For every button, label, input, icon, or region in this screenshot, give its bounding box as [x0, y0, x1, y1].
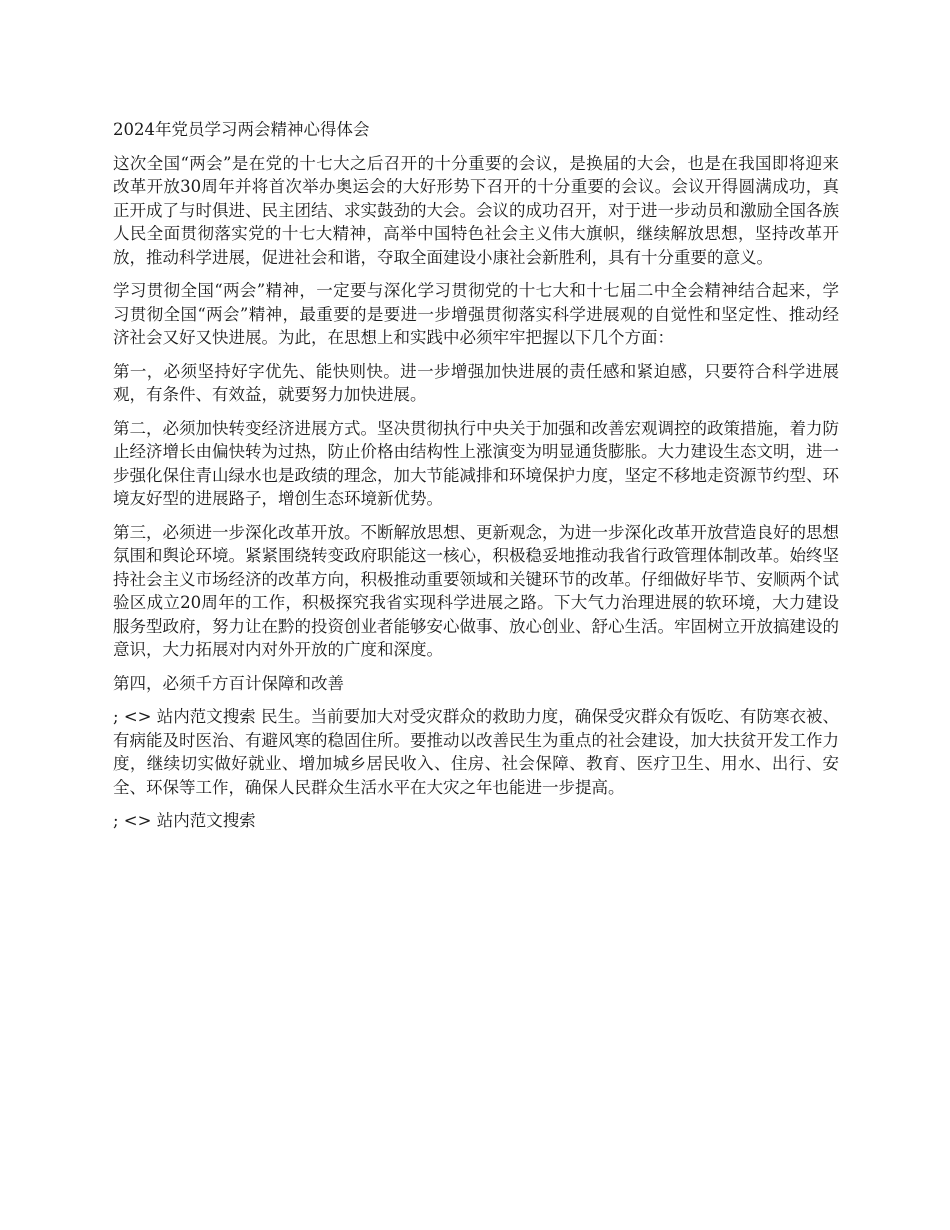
paragraph-first: 第一，必须坚持好字优先、能快则快。进一步增强加快进展的责任感和紧迫感，只要符合科学进展观，有条件、有效益，就要努力加快进展。 — [113, 361, 839, 404]
paragraph-second: 第二，必须加快转变经济进展方式。坚决贯彻执行中央关于加强和改善宏观调控的政策措施，着力防止经济增长由偏快转为过热，防止价格由结构性上涨演变为明显通货膨胀。大力建设生态文明，进一步强化保住青山绿水也是政绩的理念，加大节能减排和环境保护力度，坚定不移地走资源节约型、环境友好型的进展路子，增创生态环境新优势。 — [113, 418, 839, 508]
document-page — [113, 118, 839, 843]
document-title: 2024年党员学习两会精神心得体会 — [113, 120, 370, 139]
paragraph-third: 第三，必须进一步深化改革开放。不断解放思想、更新观念，为进一步深化改革开放营造良好的思想氛围和舆论环境。紧紧围绕转变政府职能这一核心，积极稳妥地推动我省行政管理体制改革。始终坚持社会主义市场经济的改革方向，积极推动重要领域和关键环节的改革。仔细做好毕节、安顺两个试验区成立20周年的工作，积极探究我省实现科学进展之路。下大气力治理进展的软环境，大力建设服务型政府，努力让在黔的投资创业者能够安心做事、放心创业、舒心生活。牢固树立开放搞建设的意识，大力拓展对内对外开放的广度和深度。 — [113, 522, 839, 659]
paragraph-fourth: 第四，必须千方百计保障和改善 — [113, 673, 344, 693]
paragraph-study: 学习贯彻全国“两会”精神，一定要与深化学习贯彻党的十七大和十七届二中全会精神结合起来，学习贯彻全国“两会”精神，最重要的是要进一步增强贯彻落实科学进展观的自觉性和坚定性、推动经济社会又好又快进展。为此，在思想上和实践中必须牢牢把握以下几个方面： — [113, 281, 839, 347]
paragraph-search-footer: ; <> 站内范文搜索 — [113, 811, 256, 830]
paragraph-livelihood: ; <> 站内范文搜索 民生。当前要加大对受灾群众的救助力度，确保受灾群众有饭吃、有防寒衣被、有病能及时医治、有避风寒的稳固住所。要推动以改善民生为重点的社会建设，加大扶贫开发工作力度，继续切实做好就业、增加城乡居民收入、住房、社会保障、教育、医疗卫生、用水、出行、安全、环保等工作，确保人民群众生活水平在大灾之年也能进一步提高。 — [113, 707, 839, 797]
paragraph-intro: 这次全国“两会”是在党的十七大之后召开的十分重要的会议，是换届的大会，也是在我国即将迎来改革开放30周年并将首次举办奥运会的大好形势下召开的十分重要的会议。会议开得圆满成功，真正开成了与时俱进、民主团结、求实鼓劲的大会。会议的成功召开，对于进一步动员和激励全国各族人民全面贯彻落实党的十七大精神，高举中国特色社会主义伟大旗帜，继续解放思想，坚持改革开放，推动科学进展，促进社会和谐，夺取全面建设小康社会新胜利，具有十分重要的意义。 — [113, 153, 839, 267]
